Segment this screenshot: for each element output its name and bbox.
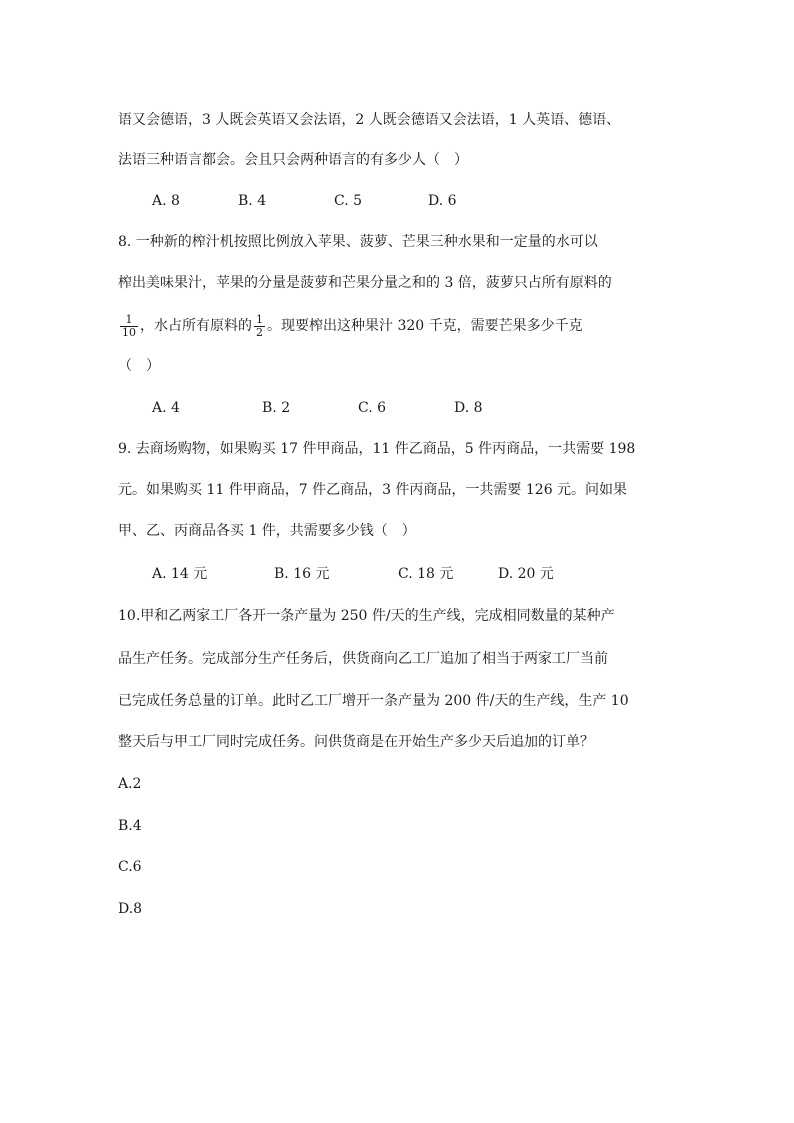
q10-line-3: 已完成任务总量的订单。此时乙工厂增开一条产量为 200 件/天的生产线，生产 10 xyxy=(118,693,629,709)
q7-options xyxy=(152,191,722,211)
q7-option-a: A. 8 xyxy=(152,193,180,209)
q10-line-4: 整天后与甲工厂同时完成任务。问供货商是在开始生产多少天后追加的订单？ xyxy=(118,734,594,750)
fraction-one-half xyxy=(254,314,265,339)
q10-option-a: A.2 xyxy=(118,776,142,792)
q7-line-1: 语又会德语，3 人既会英语又会法语，2 人既会德语又会法语，1 人英语、德语、 xyxy=(118,112,621,128)
q9-option-d: D. 20 元 xyxy=(498,566,554,582)
q10-option-b: B.4 xyxy=(118,818,142,834)
q8-line-3 xyxy=(118,312,688,340)
q8-line-3-mid: ，水占所有原料的 xyxy=(140,318,252,334)
q9-option-b: B. 16 元 xyxy=(274,566,330,582)
q8-line-4: （ ） xyxy=(118,358,160,374)
q10-line-1: 10.甲和乙两家工厂各开一条产量为 250 件/天的生产线，完成相同数量的某种产 xyxy=(118,608,615,624)
q10-option-c: C.6 xyxy=(118,859,142,875)
q8-option-d: D. 8 xyxy=(454,400,483,416)
q8-options xyxy=(152,398,722,418)
q8-option-b: B. 2 xyxy=(262,400,291,416)
q9-line-1: 9. 去商场购物，如果购买 17 件甲商品，11 件乙商品，5 件丙商品，一共需要 198 xyxy=(118,441,636,457)
q8-line-1: 8. 一种新的榨汁机按照比例放入苹果、菠萝、芒果三种水果和一定量的水可以 xyxy=(118,234,598,250)
q7-option-b: B. 4 xyxy=(238,193,267,209)
fraction-numerator: 1 xyxy=(120,314,138,327)
fraction-denominator: 2 xyxy=(256,325,263,339)
q10-line-2: 品生产任务。完成部分生产任务后，供货商向乙工厂追加了相当于两家工厂当前 xyxy=(118,651,608,667)
q9-option-a: A. 14 元 xyxy=(152,566,208,582)
q8-line-3-end: 。现要榨出这种果汁 320 千克，需要芒果多少千克 xyxy=(267,318,583,334)
fraction-one-tenth xyxy=(120,314,138,339)
q10-option-d: D.8 xyxy=(118,901,143,917)
fraction-denominator: 10 xyxy=(122,325,136,339)
fraction-numerator: 1 xyxy=(256,312,263,326)
q8-line-2: 榨出美味果汁，苹果的分量是菠萝和芒果分量之和的 3 倍，菠萝只占所有原料的 xyxy=(118,275,612,291)
q9-option-c: C. 18 元 xyxy=(398,566,454,582)
q7-option-c: C. 5 xyxy=(334,193,363,209)
q8-option-a: A. 4 xyxy=(152,400,180,416)
q8-option-c: C. 6 xyxy=(358,400,387,416)
q9-line-3: 甲、乙、丙商品各买 1 件，共需要多少钱（ ） xyxy=(118,523,416,539)
q7-line-2: 法语三种语言都会。会且只会两种语言的有多少人（ ） xyxy=(118,152,468,168)
q9-line-2: 元。如果购买 11 件甲商品，7 件乙商品，3 件丙商品，一共需要 126 元。问如果 xyxy=(118,482,628,498)
q7-option-d: D. 6 xyxy=(428,193,457,209)
q9-options xyxy=(152,564,722,584)
